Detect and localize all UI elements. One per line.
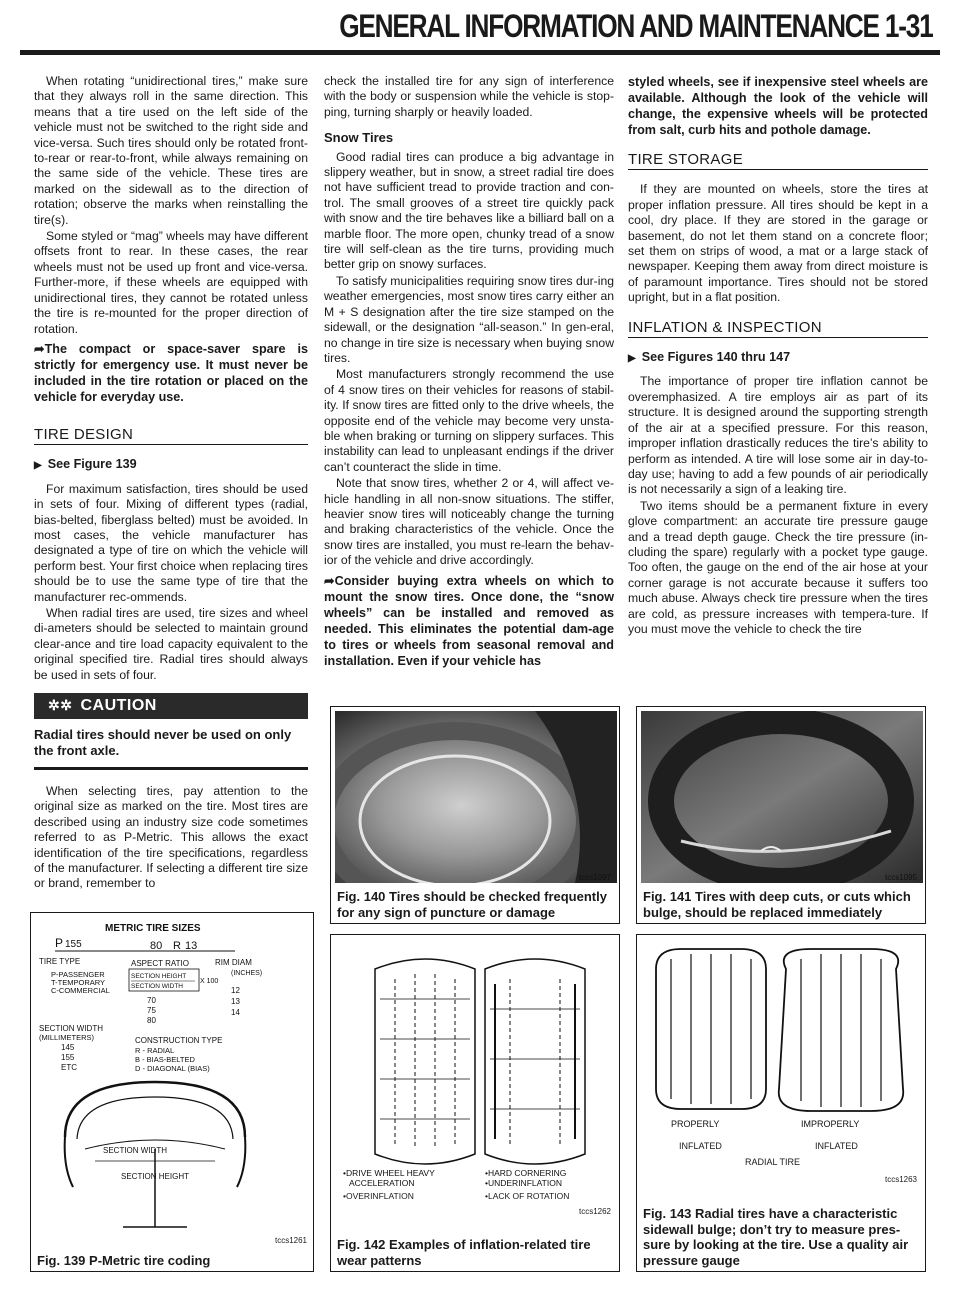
section-heading: INFLATION & INSPECTION [628,320,928,338]
rim-12: 12 [231,986,240,995]
header-rule [20,50,940,55]
caution-label: CAUTION [80,697,157,715]
code-13: 13 [185,940,198,952]
caution-text: Radial tires should never be used on only the front axle. [34,727,308,770]
note [324,573,614,669]
label-p-passenger: P-PASSENGER [51,970,105,979]
label-r-radial: R - RADIAL [135,1046,175,1055]
figure-caption: Fig. 143 Radial tires have a characteristic sidewall bulge; don’t try to measure pres-sure by looking at the tire. Use a quality air pressure gauge [643,1206,909,1268]
code-p: P [55,936,64,950]
code-155: 155 [65,939,82,950]
note-arrow-icon: ➦ [34,341,45,356]
paragraph: When rotating “unidirectional tires,” make sure that they always roll in the same direction. This means that a tire used on the left side of the vehicle must not be switched to the right side and vice-versa. Such tires should only be rotated front-to-rear or rear-to-front, while always remaining on the same side of the vehicle. These tires are marked on the sidewall as to the direction of rotation; observe the marks when reinstalling the tire(s). [34,74,308,227]
figure-id: tccs1097 [578,873,611,882]
figure-id: tccs1263 [884,1175,917,1184]
label-section-height-tire: SECTION HEIGHT [121,1172,190,1181]
column-2 [324,74,614,670]
label-section-width-tire: SECTION WIDTH [103,1146,167,1155]
figure-141 [636,706,926,924]
figure-caption: Fig. 140 Tires should be checked frequently for any sign of puncture or damage [337,889,607,920]
subsection-heading: Snow Tires [324,130,394,146]
caution-banner [34,693,308,719]
paragraph: When radial tires are used, tire sizes and wheel di-ameters should be selected to maintain ground clear-ance and tire load capacity equivalent to the original specified tire. Radial tires should always be used in sets of four. [34,605,308,682]
label-section-width-fraction: SECTION WIDTH [131,983,183,990]
figure-reference-text: See Figure 139 [47,457,137,472]
code-80: 80 [150,940,163,952]
ar-75: 75 [147,1006,156,1015]
figure-id: tccs1095 [884,873,917,882]
paragraph: When selecting tires, pay attention to the original size as marked on the tire. Most tires are described using an industry size code sometimes referred to as P-Metric. This allows the exact identification of the tire specifications, regardless of the manufacturer. If selecting a different tire size or brand, remember to [34,784,308,891]
caution-icon: ✲✲ [48,697,73,714]
wear-label: •OVERINFLATION [343,1191,414,1201]
note [34,341,308,405]
label-c-commercial: C-COMMERCIAL [51,986,110,995]
label-tire-type: TIRE TYPE [39,957,81,966]
mm-155: 155 [61,1053,75,1062]
label-rim-diam: RIM DIAM [215,958,252,967]
section-heading: TIRE STORAGE [628,152,928,170]
label-millimeters: (MILLIMETERS) [39,1033,95,1042]
note-text: Consider buying extra wheels on which to mount the snow tires. Once done, the “snow wheels” can be installed and removed as needed. This eliminates the potential dam-age to tires or wheels from seasonal removal and installation. Even if your vehicle has [324,573,614,668]
note-arrow-icon: ➦ [324,573,335,588]
paragraph: The importance of proper tire inflation cannot be overemphasized. A tire employs air as part of its structure. It is designed around the supporting strength of the air at a specified pressure. For this reason, improper inflation drastically reduces the tire’s ability to perform as intended. A tire will lose some air in day-to-day use; having to add a few pounds of air periodically is not necessarily a sign of a leaking tire. [628,374,928,497]
figure-reference [34,457,308,473]
figure-caption: Fig. 142 Examples of inflation-related tire wear patterns [337,1237,591,1268]
paragraph: Note that snow tires, whether 2 or 4, will affect ve-hicle handling in all non-snow situations. The stiffer, heavier snow tires will noticeably change the turning and braking characteristics of the vehicle. Once the snow tires are installed, you must re-learn the behav-ior of the vehicle and drive accordingly. [324,476,614,568]
wear-label: •DRIVE WHEEL HEAVY [343,1168,435,1178]
paragraph: Most manufacturers strongly recommend the use of 4 snow tires on their vehicles for reasons of stabil-ity. If snow tires are fitted only to the drive wheels, the opposite end of the vehicle may become very unsta-ble when braking or turning on slippery surfaces. This instability can lead to unpleasant endings if the driver can’t counteract the slide in time. [324,367,614,474]
tire-wear-diagram [335,939,617,1189]
figure-139 [30,912,314,1272]
wear-label: ACCELERATION [349,1178,415,1188]
paragraph: Two items should be a permanent fixture in every glove compartment: an accurate tire pressure gauge and a tread depth gauge. Check the tire pressure (in-cluding the spare) regularly with a pocket type gauge. Too often, the gauge on the end of the air hose at your corner garage is not accurate because it suffers too much abuse. Always check tire pressure when the tires are cold, as pressure increases with tempera-ture. If you must move the vehicle to check the tire [628,498,928,636]
figure-caption: Fig. 141 Tires with deep cuts, or cuts which bulge, should be replaced immediately [643,889,911,920]
label-d-diagonal: D - DIAGONAL (BIAS) [135,1064,210,1073]
tire-photo [335,711,617,883]
label-section-width: SECTION WIDTH [39,1024,103,1033]
label-x100: X 100 [200,978,219,985]
paragraph: check the installed tire for any sign of interference with the body or suspension while the vehicle is stop-ping, turning sharply or heavily loaded. [324,74,614,119]
label-improperly: IMPROPERLY [801,1119,860,1129]
ar-80: 80 [147,1016,156,1025]
paragraph: Some styled or “mag” wheels may have different offsets front to rear. In these cases, the rear wheels must not be used up front and vice-versa. Further-more, if these wheels are equipped with unidirectional tires, they cannot be rotated unless the tire is re-mounted for the proper direction of rotation. [34,229,308,336]
wear-label: •LACK OF ROTATION [485,1191,570,1201]
tire-photo [641,711,923,883]
figure-140 [330,706,620,924]
rim-14: 14 [231,1008,240,1017]
label-t-temporary: T-TEMPORARY [51,978,106,987]
figure-id: tccs1262 [578,1207,611,1216]
label-inflated: INFLATED [815,1141,858,1151]
pointer-icon: ▶ [34,460,42,472]
label-section-height-fraction: SECTION HEIGHT [131,973,187,980]
figure-143 [636,934,926,1272]
figure-caption: Fig. 139 P-Metric tire coding [37,1252,211,1268]
note-text: The compact or space-saver spare is strictly for emergency use. It must never be included in the tire rotation or placed on the vehicle for everyday use. [34,341,308,404]
ar-70: 70 [147,996,156,1005]
section-heading: TIRE DESIGN [34,427,308,445]
code-r: R [173,940,181,952]
label-radial-tire: RADIAL TIRE [745,1157,801,1167]
column-3 [628,74,928,638]
paragraph: For maximum satisfaction, tires should be used in sets of four. Mixing of different types (radial, bias-belted, fiberglass belted) must be avoided. In most cases, the vehicle manufacturer has designated a type of tire on which the vehicle will perform best. Your first choice when replacing tires should be to use the same type of tire that the manufacturer rec-ommends. [34,481,308,604]
figure-142 [330,934,620,1272]
column-1 [34,74,308,893]
wear-label: •HARD CORNERING [485,1168,567,1178]
page-title: GENERAL INFORMATION AND MAINTENANCE 1-31 [338,8,932,44]
rim-13: 13 [231,997,240,1006]
wear-label: •UNDERINFLATION [485,1178,562,1188]
mm-145: 145 [61,1043,75,1052]
metric-tire-code-diagram [35,917,311,1247]
paragraph: To satisfy municipalities requiring snow tires dur-ing weather emergencies, most snow tires carry either an M + S designation after the tire size stamped on the sidewall, or the designation “all-season.” In gen-eral, no change in tire size is necessary when buying snow tires. [324,273,614,365]
diagram-title: METRIC TIRE SIZES [105,923,201,934]
label-inches: (INCHES) [231,970,263,977]
label-construction-type: CONSTRUCTION TYPE [135,1036,223,1045]
label-b-bias: B - BIAS-BELTED [135,1055,195,1064]
label-aspect-ratio: ASPECT RATIO [131,959,189,968]
paragraph: If they are mounted on wheels, store the tires at proper inflation pressure. All tires should be kept in a cool, dry place. If they are stored in the garage or basement, do not let them stand on a concrete floor; set them on strips of wood, a mat or a large stack of newspaper. Keeping them away from direct moisture is of paramount importance. Tires should not be stored upright, but in a flat position. [628,182,928,305]
figure-id: tccs1261 [274,1236,307,1245]
note-continued: styled wheels, see if inexpensive steel wheels are available. Although the look of the vehicle will change, the expensive wheels will be protected from salt, curb hits and pothole damage. [628,75,928,137]
label-properly: PROPERLY [671,1119,720,1129]
paragraph: Good radial tires can produce a big advantage in slippery weather, but in snow, a street radial tire does not have sufficient tread to provide traction and con-trol. The small grooves of a street tire quickly pack with snow and the tire behaves like a billiard ball on a marble floor. The more open, chunky tread of a snow tire will self-clean as the tire turns, providing much better grip on snowy surfaces. [324,149,614,272]
pointer-icon: ▶ [628,353,636,365]
figure-reference [628,350,928,366]
mm-etc: ETC [61,1063,77,1072]
page-header [0,0,960,58]
radial-tire-inflation-diagram [641,939,923,1139]
figure-reference-text: See Figures 140 thru 147 [641,350,791,365]
label-inflated: INFLATED [679,1141,722,1151]
